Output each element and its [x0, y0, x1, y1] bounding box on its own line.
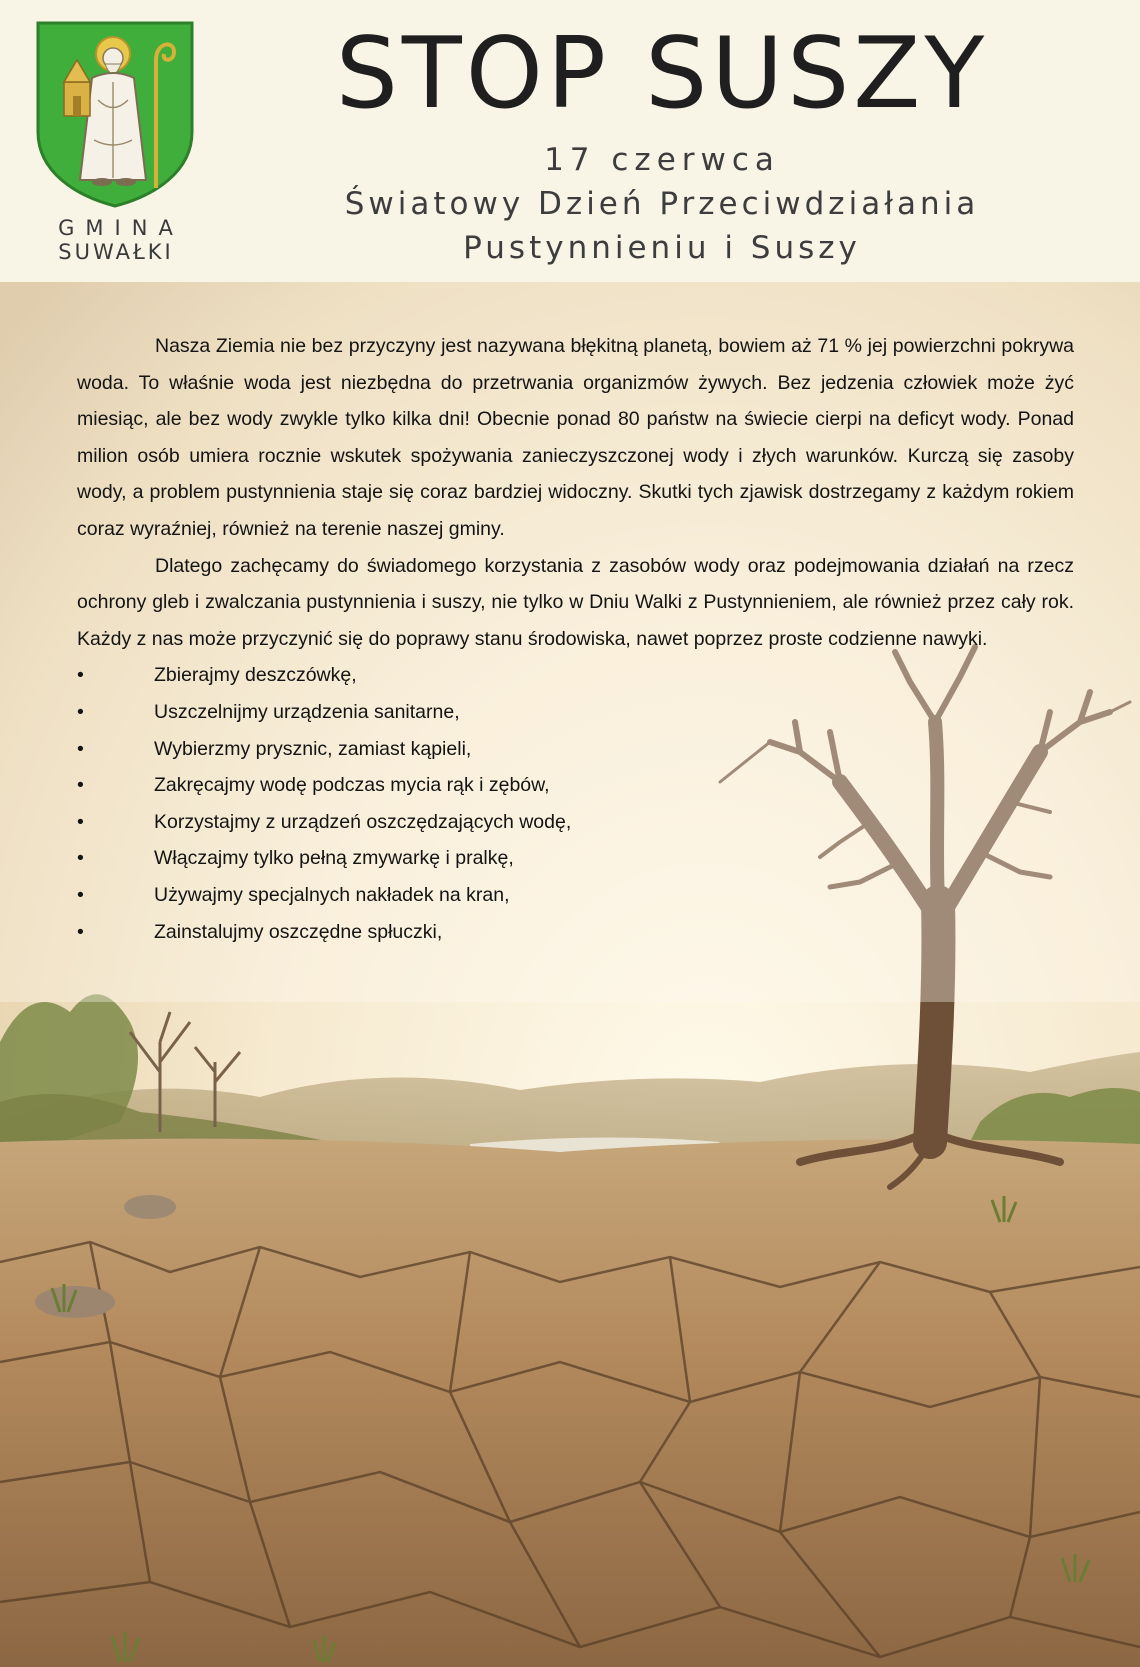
- list-item: [77, 657, 1074, 694]
- bullet-icon: •: [77, 737, 84, 760]
- bullet-icon: •: [77, 810, 84, 833]
- poster-title: STOP SUSZY: [335, 17, 989, 131]
- list-item: [77, 877, 1074, 914]
- tip-text: Zakręcajmy wodę podczas mycia rąk i zębów,: [154, 774, 550, 797]
- list-item: [77, 840, 1074, 877]
- bullet-icon: •: [77, 700, 84, 723]
- crest-caption: [34, 216, 198, 264]
- article-body: [77, 328, 1074, 950]
- coat-of-arms-icon: [34, 20, 196, 208]
- tip-text: Uszczelnijmy urządzenia sanitarne,: [154, 700, 460, 723]
- tip-text: Włączajmy tylko pełną zmywarkę i pralkę,: [154, 847, 514, 870]
- bullet-icon: •: [77, 774, 84, 797]
- paragraph-intro: Nasza Ziemia nie bez przyczyny jest nazywana błękitną planetą, bowiem aż 71 % jej powierzchni pokrywa woda. To właśnie woda jest niezbędna do przetrwania organizmów żywych. Bez jedzenia człowiek może żyć miesiąc, ale bez wody zwykle tylko kilka dni! Obecnie ponad 80 państw na świecie cierpi na deficyt wody. Ponad milion osób umiera rocznie wskutek spożywania zanieczyszczonej wody i złych warunków. Kurczą się zasoby wody, a problem pustynnienia staje się coraz bardziej widoczny. Skutki tych zjawisk dostrzegamy z każdym rokiem coraz wyraźniej, również na terenie naszej gminy.: [77, 335, 1074, 540]
- list-item: [77, 914, 1074, 951]
- tip-text: Wybierzmy prysznic, zamiast kąpieli,: [154, 737, 472, 760]
- event-date: 17 czerwca: [544, 142, 780, 178]
- bullet-icon: •: [77, 847, 84, 870]
- paragraph-appeal: Dlatego zachęcamy do świadomego korzystania z zasobów wody oraz podejmowania działań na rzecz ochrony gleb i zwalczania pustynnienia i suszy, nie tylko w Dniu Walki z Pustynnieniem, ale również przez cały rok. Każdy z nas może przyczynić się do poprawy stanu środowiska, nawet poprzez proste codzienne nawyki.: [77, 554, 1074, 650]
- list-item: [77, 804, 1074, 841]
- water-saving-tips-list: [77, 657, 1074, 950]
- bullet-icon: •: [77, 920, 84, 943]
- tip-text: Zainstalujmy oszczędne spłuczki,: [154, 920, 443, 943]
- list-item: [77, 731, 1074, 768]
- tip-text: Korzystajmy z urządzeń oszczędzających wodę,: [154, 810, 572, 833]
- crest-caption-line2: SUWAŁKI: [58, 240, 174, 264]
- header: [0, 0, 1140, 282]
- event-name-line2: Pustynnieniu i Suszy: [463, 230, 861, 266]
- bullet-icon: •: [77, 664, 84, 687]
- event-name: [262, 182, 1062, 270]
- event-name-line1: Światowy Dzień Przeciwdziałania: [344, 186, 980, 222]
- list-item: [77, 694, 1074, 731]
- list-item: [77, 767, 1074, 804]
- tip-text: Zbierajmy deszczówkę,: [154, 664, 357, 687]
- crest-caption-line1: GMINA: [58, 216, 184, 240]
- bullet-icon: •: [77, 883, 84, 906]
- tip-text: Używajmy specjalnych nakładek na kran,: [154, 883, 510, 906]
